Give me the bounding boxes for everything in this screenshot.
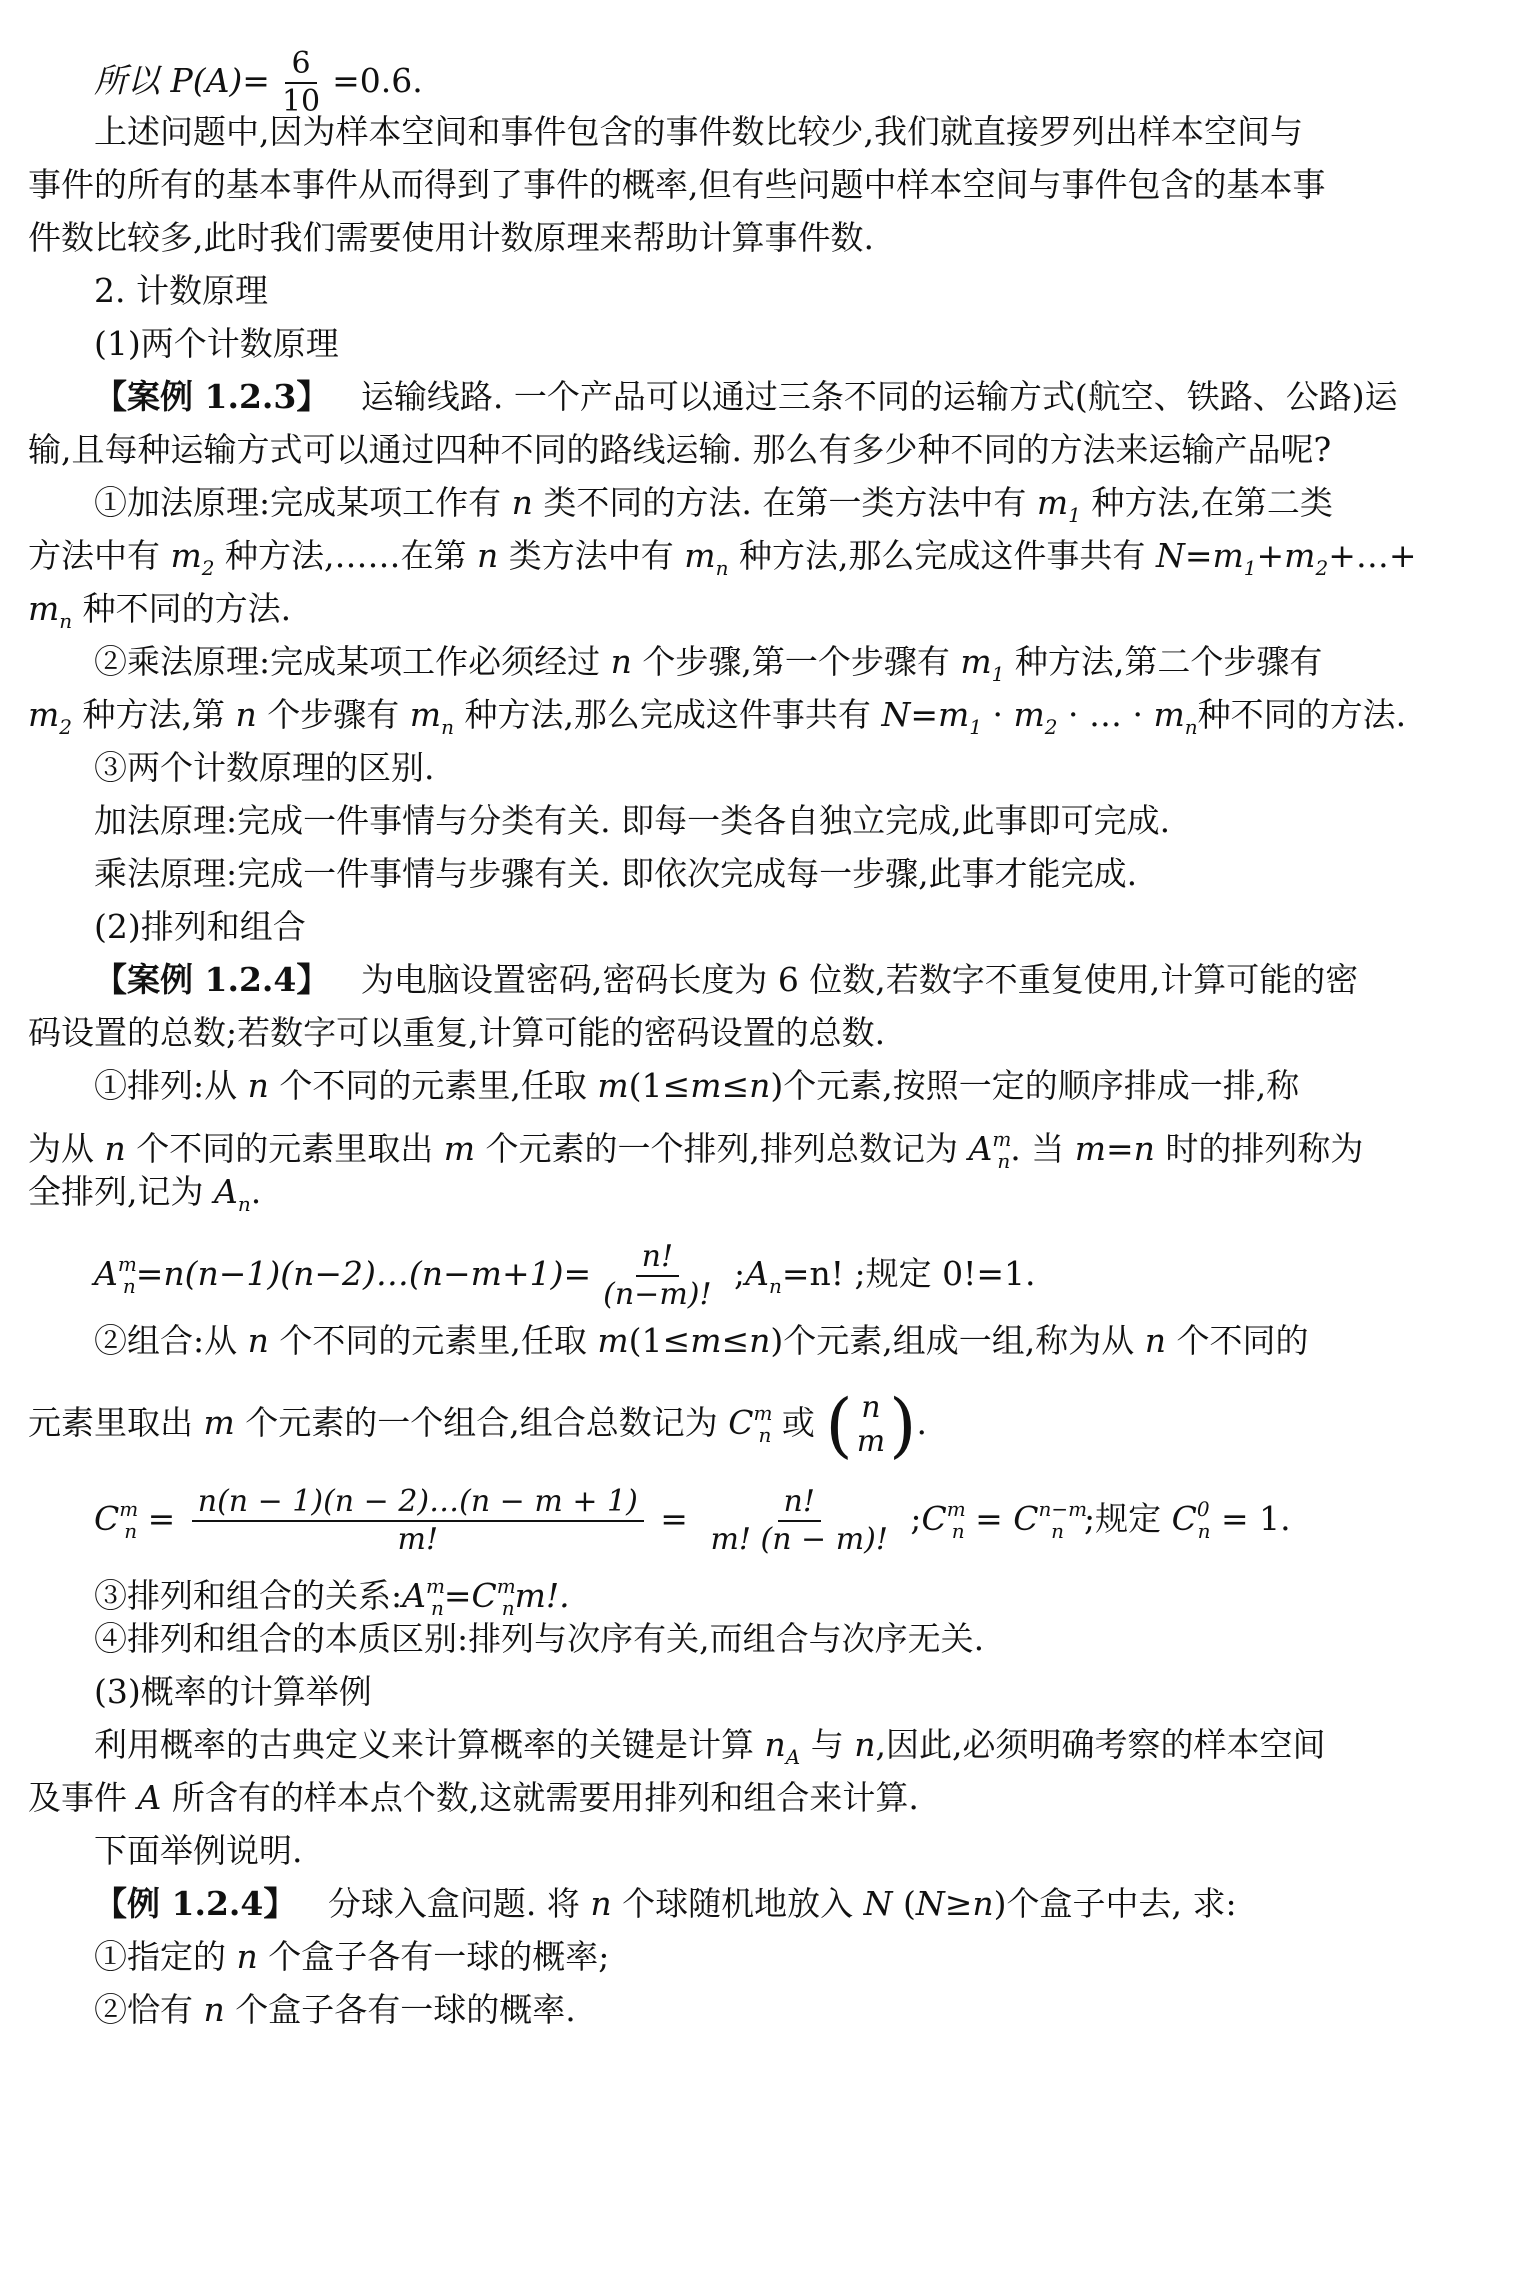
permutation-definition-line xyxy=(28,1119,1512,1172)
text-span: m xyxy=(597,1321,629,1360)
text-span: = 1. xyxy=(1210,1499,1291,1538)
text-span: m xyxy=(28,695,60,734)
text-span: )个盒子中去, 求: xyxy=(993,1884,1237,1923)
paragraph-line xyxy=(28,1778,1512,1831)
example-question-line xyxy=(28,1990,1512,2043)
parenthesis: ) xyxy=(889,1384,917,1466)
text-span: =n(n−1)(n−2)…(n−m+1)= xyxy=(135,1254,592,1293)
text-span: n xyxy=(59,609,73,633)
text-span: 2 xyxy=(59,715,73,739)
text-span: m xyxy=(119,1497,139,1521)
text-span: N xyxy=(881,695,911,734)
relation-line xyxy=(28,1566,1512,1619)
text-span: m xyxy=(597,1066,629,1105)
text-span: m xyxy=(1036,483,1069,522)
paragraph-line xyxy=(28,1725,1512,1778)
combination-definition-line xyxy=(28,1374,1512,1470)
text-span: m xyxy=(946,1497,966,1521)
text-span: ; xyxy=(899,1499,922,1538)
text-span: 2 xyxy=(201,556,215,580)
text-span: C xyxy=(1013,1499,1039,1538)
fraction xyxy=(597,1239,717,1313)
text-span: (1≤ xyxy=(628,1321,691,1360)
text-span: N xyxy=(863,1884,893,1923)
paragraph-line: 下面举例说明. xyxy=(94,1831,303,1870)
text-span: 及事件 xyxy=(28,1778,138,1817)
text-span: 2 xyxy=(1044,715,1058,739)
example-line xyxy=(28,1884,1512,1937)
text-span: 个元素的一个排列,排列总数记为 xyxy=(475,1129,969,1168)
paragraph-line: 输,且每种运输方式可以通过四种不同的路线运输. 那么有多少种不同的方法来运输产品呢? xyxy=(28,430,1332,469)
text-span: 个盒子各有一球的概率. xyxy=(224,1990,576,2029)
subsection-heading: (1)两个计数原理 xyxy=(94,324,339,363)
text-span: m xyxy=(684,536,716,575)
case-tag: 【案例 1.2.4】 xyxy=(94,960,330,999)
paragraph-line: 乘法原理:完成一件事情与步骤有关. 即依次完成每一步骤,此事才能完成. xyxy=(94,854,1138,893)
fraction xyxy=(704,1484,893,1558)
text-span: 个不同的 xyxy=(1166,1321,1309,1360)
text-span: n xyxy=(441,715,454,739)
text-span: = xyxy=(649,1499,699,1538)
text-span: ①排列:从 xyxy=(94,1066,248,1105)
text-span: 0 xyxy=(1196,1497,1210,1521)
denominator: 10 xyxy=(281,84,321,112)
text-span: 时的排列称为 xyxy=(1154,1129,1364,1168)
text-span: 方法中有 xyxy=(28,536,171,575)
binomial-notation xyxy=(825,1384,917,1466)
text-span: ; xyxy=(723,1254,746,1293)
parenthesis: ( xyxy=(825,1384,853,1466)
text-span: ( xyxy=(892,1884,916,1923)
permutation-definition-line xyxy=(28,1066,1512,1119)
text-span: n xyxy=(749,1066,771,1105)
text-span: 个步骤有 xyxy=(256,695,410,734)
text-span: n xyxy=(122,1274,136,1298)
text-span: 个不同的元素里,任取 xyxy=(268,1321,598,1360)
text-span: 种方法,第二个步骤有 xyxy=(1004,642,1323,681)
paragraph-line: ④排列和组合的本质区别:排列与次序有关,而组合与次序无关. xyxy=(94,1619,985,1658)
text-span: ;规定 xyxy=(1084,1499,1172,1538)
text-span: ≤ xyxy=(721,1321,750,1360)
fraction xyxy=(276,46,326,112)
text-span: A xyxy=(137,1778,162,1817)
text-span: 种不同的方法. xyxy=(1197,695,1407,734)
text-span: 所含有的样本点个数,这就需要用排列和组合来计算. xyxy=(161,1778,919,1817)
text-span: )个元素,按照一定的顺序排成一排,称 xyxy=(770,1066,1300,1105)
text-span: n xyxy=(1144,1321,1167,1360)
text-span: C xyxy=(728,1403,754,1442)
text-span: n xyxy=(124,1519,138,1543)
text-span: n xyxy=(501,1596,515,1619)
text-span: . 当 xyxy=(1010,1129,1075,1168)
text-span: 个步骤,第一个步骤有 xyxy=(631,642,961,681)
paragraph-line: 码设置的总数;若数字可以重复,计算可能的密码设置的总数. xyxy=(28,1013,886,1052)
text-span: = xyxy=(964,1499,1014,1538)
text-span: m xyxy=(1212,536,1244,575)
numerator: 6 xyxy=(285,46,316,84)
text-span: m xyxy=(409,695,442,734)
text-span: m!. xyxy=(514,1576,570,1615)
text-span: (1≤ xyxy=(628,1066,691,1105)
text-span: n xyxy=(610,642,632,681)
text-span: m xyxy=(690,1321,722,1360)
text-span: n xyxy=(764,1725,786,1764)
text-span: ①加法原理:完成某项工作有 xyxy=(94,483,512,522)
text-span: A xyxy=(785,1745,801,1769)
text-span: =n! ;规定 0!=1. xyxy=(781,1254,1036,1293)
probability-result-line xyxy=(28,46,1512,112)
text-span: n xyxy=(104,1129,126,1168)
paragraph-line: 上述问题中,因为样本空间和事件包含的事件数比较少,我们就直接罗列出样本空间与 xyxy=(94,112,1303,151)
text-span: A xyxy=(94,1254,118,1293)
text-span: n xyxy=(1184,715,1198,739)
text-span: ②乘法原理:完成某项工作必须经过 xyxy=(94,642,611,681)
text-span: 个不同的元素里,任取 xyxy=(268,1066,598,1105)
paragraph-line: 件数比较多,此时我们需要使用计数原理来帮助计算事件数. xyxy=(28,218,874,257)
addition-principle-line xyxy=(28,536,1512,589)
text-span: N xyxy=(1155,536,1185,575)
text-span: N xyxy=(915,1884,945,1923)
text-span: C xyxy=(471,1576,497,1615)
text-span: m xyxy=(1284,536,1316,575)
text-span: 类不同的方法. 在第一类方法中有 xyxy=(532,483,1037,522)
text-span: n(n − 1)(n − 2)…(n − m + 1) xyxy=(192,1484,644,1522)
paragraph-line: ③两个计数原理的区别. xyxy=(94,748,435,787)
text-span: m xyxy=(1153,695,1185,734)
permutation-formula xyxy=(28,1225,1512,1321)
text-span: 1 xyxy=(1068,503,1081,527)
text-span: 种方法,那么完成这件事共有 xyxy=(453,695,882,734)
text-span: ,因此,必须明确考察的样本空间 xyxy=(875,1725,1326,1764)
text-span: ②恰有 xyxy=(94,1990,204,2029)
text-span: 1 xyxy=(991,662,1005,686)
binomial-stack xyxy=(853,1391,889,1459)
text-span: 为从 xyxy=(28,1129,105,1168)
text-span: )个元素,组成一组,称为从 xyxy=(770,1321,1145,1360)
case-tag: 【案例 1.2.3】 xyxy=(94,377,330,416)
text-span: m! xyxy=(397,1522,439,1557)
text-span: m xyxy=(28,589,60,628)
text-span: m xyxy=(425,1574,445,1598)
text-span: ②组合:从 xyxy=(94,1321,248,1360)
text-span: 种方法,那么完成这件事共有 xyxy=(728,536,1156,575)
text-span: A xyxy=(968,1129,993,1168)
text-span: n xyxy=(972,1884,994,1923)
text-span: 类方法中有 xyxy=(498,536,685,575)
text-span: 分球入盒问题. 将 xyxy=(327,1884,591,1923)
text: 为电脑设置密码,密码长度为 6 位数,若数字不重复使用,计算可能的密 xyxy=(360,960,1359,999)
text-span: m xyxy=(937,695,970,734)
text-span: m! (n − m)! xyxy=(710,1522,888,1557)
text-span: n−m xyxy=(1038,1497,1088,1521)
text-span: n xyxy=(854,1725,876,1764)
addition-principle-line xyxy=(28,483,1512,536)
text-span: 1 xyxy=(969,715,982,739)
text-span: m xyxy=(856,1424,886,1459)
text-span: n xyxy=(430,1596,444,1619)
text-span: 或 xyxy=(771,1403,826,1442)
text-span: · xyxy=(982,695,1014,734)
permutation-definition-line xyxy=(28,1172,1512,1225)
text-span: = xyxy=(443,1576,472,1615)
text-span: 个元素的一个组合,组合总数记为 xyxy=(234,1403,729,1442)
text-span: n xyxy=(861,1390,881,1425)
text-span: n xyxy=(715,556,729,580)
text: =0.6. xyxy=(332,61,423,100)
paragraph-line: 事件的所有的基本事件从而得到了事件的概率,但有些问题中样本空间与事件包含的基本事 xyxy=(28,165,1326,204)
text-span: A xyxy=(213,1172,238,1211)
fraction xyxy=(192,1484,644,1558)
text-span: (n−m)! xyxy=(603,1277,712,1312)
text-span: 个不同的元素里取出 xyxy=(125,1129,444,1168)
text-span: = xyxy=(1184,536,1213,575)
example-tag: 【例 1.2.4】 xyxy=(94,1884,297,1923)
text-span: . xyxy=(250,1172,262,1211)
text-span: m xyxy=(753,1401,773,1425)
text-span: C xyxy=(921,1499,947,1538)
text-span: 全排列,记为 xyxy=(28,1172,214,1211)
paragraph-line: 加法原理:完成一件事情与分类有关. 即每一类各自独立完成,此事即可完成. xyxy=(94,801,1171,840)
text-span: n xyxy=(1051,1519,1065,1543)
text-span: m xyxy=(1074,1129,1107,1168)
text-span: 个盒子各有一球的概率; xyxy=(257,1937,610,1976)
text-span: 个球随机地放入 xyxy=(611,1884,864,1923)
text-span: 利用概率的古典定义来计算概率的关键是计算 xyxy=(94,1725,765,1764)
combination-definition-line xyxy=(28,1321,1512,1374)
text-span: = xyxy=(137,1499,186,1538)
text-span: = xyxy=(910,695,938,734)
text-span: 与 xyxy=(800,1725,855,1764)
text-span: n xyxy=(247,1321,269,1360)
text-span: n xyxy=(758,1423,772,1447)
subsection-heading: (2)排列和组合 xyxy=(94,907,306,946)
text-span: m xyxy=(960,642,992,681)
text-span: ≥ xyxy=(944,1884,973,1923)
text-span: n xyxy=(203,1990,225,2029)
text-span: n xyxy=(590,1884,612,1923)
text-span: n xyxy=(237,1192,251,1216)
text-span: = xyxy=(1106,1129,1134,1168)
text-span: · … · xyxy=(1057,695,1154,734)
text-span: m xyxy=(203,1403,235,1442)
case-line xyxy=(28,377,1512,430)
text-span: + xyxy=(1256,536,1285,575)
subsection-heading: (3)概率的计算举例 xyxy=(94,1672,372,1711)
text-span: A xyxy=(745,1254,769,1293)
text-span: ≤ xyxy=(721,1066,750,1105)
text-span: n! xyxy=(778,1484,821,1522)
case-line xyxy=(28,960,1512,1013)
text-span: 种不同的方法. xyxy=(72,589,292,628)
multiplication-principle-line xyxy=(28,642,1512,695)
text: 所以 P(A)= xyxy=(94,61,270,100)
text-span: . xyxy=(916,1403,927,1442)
text-span: m xyxy=(117,1252,137,1276)
text-span: m xyxy=(443,1129,476,1168)
text-span: 2 xyxy=(1315,556,1329,580)
text-span: 种方法,在第二类 xyxy=(1080,483,1333,522)
text-span: n xyxy=(749,1321,771,1360)
text-span: n! xyxy=(636,1239,679,1277)
text-span: 1 xyxy=(1243,556,1257,580)
text: 运输线路. 一个产品可以通过三条不同的运输方式(航空、铁路、公路)运 xyxy=(360,377,1398,416)
text-span: n xyxy=(1197,1519,1211,1543)
text-span: 种方法,第 xyxy=(72,695,236,734)
text-span: 元素里取出 xyxy=(28,1403,204,1442)
text-span: C xyxy=(1171,1499,1197,1538)
text-span: n xyxy=(477,536,499,575)
section-heading: 2. 计数原理 xyxy=(94,271,268,310)
text-span: n xyxy=(511,483,533,522)
text-span: n xyxy=(247,1066,269,1105)
document-page xyxy=(28,46,1512,2043)
text-span: n xyxy=(997,1149,1011,1172)
text-span: n xyxy=(1133,1129,1155,1168)
addition-principle-line xyxy=(28,589,1512,642)
text-span: ①指定的 xyxy=(94,1937,237,1976)
text-span: ③排列和组合的关系: xyxy=(94,1576,403,1615)
combination-formula xyxy=(28,1470,1512,1566)
text-span: m xyxy=(1013,695,1045,734)
text-span: C xyxy=(94,1499,120,1538)
example-question-line xyxy=(28,1937,1512,1990)
text-span: n xyxy=(951,1519,965,1543)
text-span: m xyxy=(170,536,202,575)
text-span: m xyxy=(992,1127,1012,1151)
multiplication-principle-line xyxy=(28,695,1512,748)
text-span: 种方法,……在第 xyxy=(214,536,478,575)
text-span: +…+ xyxy=(1328,536,1417,575)
text-span: A xyxy=(402,1576,426,1615)
text-span: m xyxy=(496,1574,516,1598)
text-span: n xyxy=(236,1937,258,1976)
text-span: m xyxy=(690,1066,722,1105)
text-span: n xyxy=(235,695,257,734)
text-span: n xyxy=(768,1274,782,1298)
